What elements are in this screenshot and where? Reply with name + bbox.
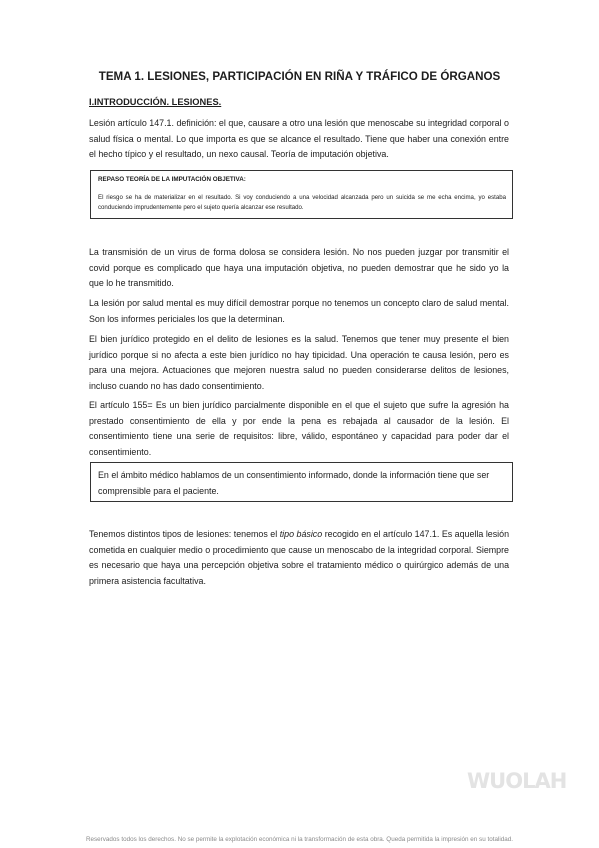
document-title: TEMA 1. LESIONES, PARTICIPACIÓN EN RIÑA Y TRÁFICO DE ÓRGANOS [98,70,501,83]
wuolah-watermark-logo: WUOLAH [467,769,567,793]
imputation-review-box [90,170,513,219]
box-text: El riesgo se ha de materializar en el resultado. Si voy conduciendo a una velocidad alcanzada pero un suicida se me echa encima, yo estaba conduciendo imprudentemente pero el sujeto quería alcanzar ese resultado. [98,194,506,211]
paragraph-italic-term: tipo básico [279,529,323,539]
box-text: En el ámbito médico hablamos de un consentimiento informado, donde la información tiene que ser comprensible para el paciente. [98,470,490,496]
box-title: REPASO TEORÍA DE LA IMPUTACIÓN OBJETIVA: [98,176,246,183]
copyright-footer: Reservados todos los derechos. No se permite la explotación económica ni la transformación de esta obra. Queda permitida la impresión en su totalidad. [85,836,514,843]
informed-consent-box [90,462,513,502]
paragraph-text-end: recogido en el artículo 147.1. Es aquella lesión cometida en cualquier medio o procedimiento que cause un menoscabo de la integridad corporal. Siempre es necesario que haya una percepción objetiva sobre el tratamiento médico o quirúrgico además de una primera asistencia facultativa. [89,529,510,586]
section-heading: I.INTRODUCCIÓN. LESIONES. [89,97,222,107]
paragraph-lesion-definition: Lesión artículo 147.1. definición: el que, causare a otro una lesión que menoscabe su integridad corporal o salud física o mental. Lo que importa es que se alcance el resultado. Tiene que haber una conexión entre el hecho típico y el resultado, un nexo causal. Teoría de imputación objetiva. [89,118,509,160]
paragraph-protected-good: El bien jurídico protegido en el delito de lesiones es la salud. Tenemos que tener muy presente el bien jurídico porque si no afecta a este bien jurídico no hay tipicidad. Una operación te causa lesión, pero es para una mejora. Actuaciones que mejoren nuestra salud no pueden considerarse delitos de lesiones, incluso cuando no has dado consentimiento. [89,334,509,391]
paragraph-mental-health: La lesión por salud mental es muy difícil demostrar porque no tenemos un concepto claro de salud mental. Son los informes periciales los que la determinan. [89,298,509,324]
paragraph-lesion-types [89,527,509,589]
paragraph-text-start: Tenemos distintos tipos de lesiones: tenemos el [89,529,280,539]
paragraph-virus: La transmisión de un virus de forma dolosa se considera lesión. No nos pueden juzgar por transmitir el covid porque es complicado que haya una imputación objetiva, no pueden demostrar que he sido yo la que lo he transmitido. [89,247,509,289]
paragraph-article-155: El artículo 155= Es un bien jurídico parcialmente disponible en el que el sujeto que sufre la agresión ha prestado consentimiento de ella y por ende la pena es rebajada al causador de la lesión. El consentimiento tiene una serie de requisitos: libre, válido, espontáneo y capacidad para poder dar el consentimiento. [89,400,509,457]
